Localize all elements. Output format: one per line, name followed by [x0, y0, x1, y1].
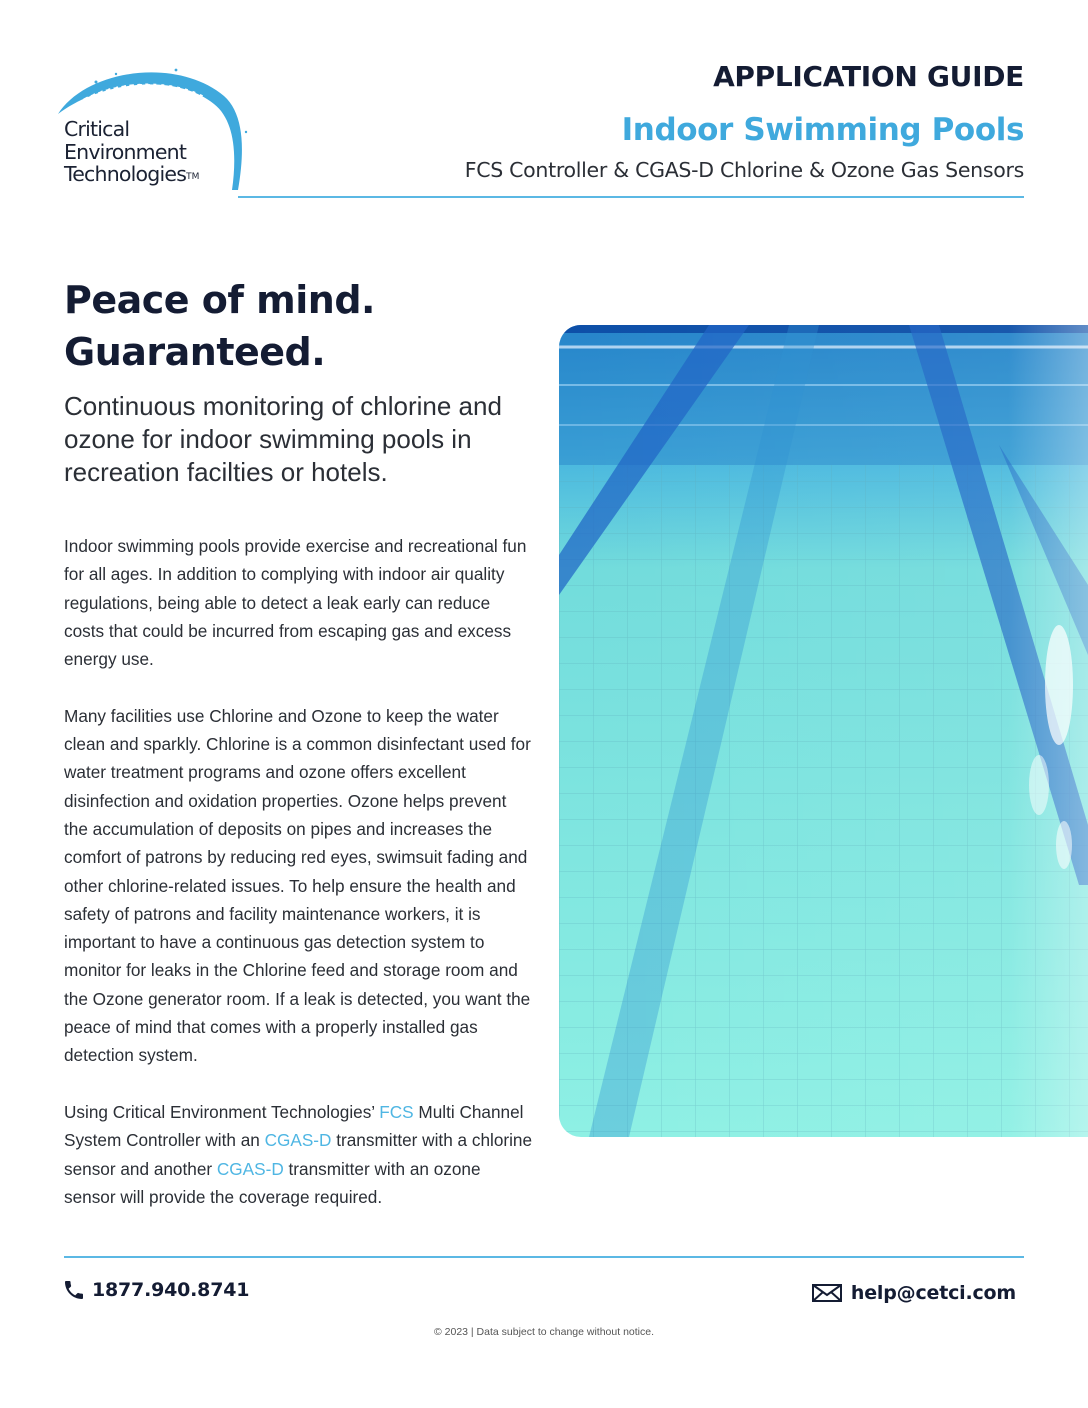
- pool-photo: [559, 325, 1088, 1137]
- logo-trademark: TM: [186, 172, 200, 182]
- pool-photo-illustration: [559, 325, 1088, 1137]
- email-address: help@cetci.com: [850, 1282, 1016, 1304]
- headline-line-1: Peace of mind.: [64, 278, 375, 322]
- footer-divider: [64, 1256, 1024, 1258]
- body-text-run: transmitter with a chlorine sensor and another: [64, 1130, 533, 1179]
- copyright-notice: © 2023 | Data subject to change without notice.: [433, 1326, 655, 1338]
- logo-wordmark: [64, 118, 199, 189]
- body-text: [64, 532, 534, 1239]
- logo-line-2: Environment: [64, 139, 187, 164]
- fcs-link[interactable]: FCS: [379, 1101, 414, 1122]
- header-divider: [238, 196, 1024, 198]
- document-title: Indoor Swimming Pools: [621, 112, 1024, 148]
- logo-line-3: Technologies: [64, 162, 187, 186]
- phone-icon: [62, 1278, 86, 1302]
- email-contact[interactable]: [812, 1279, 1016, 1307]
- body-text-run: Using Critical Environment Technologies’: [64, 1101, 380, 1122]
- phone-number: 1877.940.8741: [92, 1279, 250, 1301]
- lead-paragraph: Continuous monitoring of chlorine and ozone for indoor swimming pools in recreation facilties or hotels.: [64, 391, 502, 487]
- body-paragraph-3: [64, 1098, 534, 1211]
- headline-line-2: Guaranteed.: [64, 330, 326, 374]
- phone-contact[interactable]: [62, 1276, 249, 1304]
- document-subtitle: FCS Controller & CGAS-D Chlorine & Ozone Gas Sensors: [464, 158, 1024, 182]
- cgas-d-link[interactable]: CGAS-D: [264, 1130, 332, 1151]
- logo-line-1: Critical: [64, 117, 130, 141]
- document-type: APPLICATION GUIDE: [713, 60, 1024, 93]
- body-text-run: transmitter with an ozone sensor will provide the coverage required.: [64, 1158, 481, 1207]
- body-paragraph-2: Many facilities use Chlorine and Ozone to keep the water clean and sparkly. Chlorine is a common disinfectant used for water treatment programs and ozone offers excellent disinfection and oxidation properties. Ozone helps prevent the accumulation of deposits on pipes and increases the comfort of patrons by reducing red eyes, swimsuit fading and other chlorine-related issues. To help ensure the health and safety of patrons and facility maintenance workers, it is important to have a continuous gas detection system to monitor for leaks in the Chlorine feed and storage room and the Ozone generator room. If a leak is detected, you want the peace of mind that comes with a properly installed gas detection system.: [64, 705, 531, 1066]
- envelope-icon: [812, 1284, 842, 1302]
- body-text-run: Multi Channel System Controller with an: [64, 1101, 524, 1151]
- body-paragraph-1: Indoor swimming pools provide exercise and recreational fun for all ages. In addition to complying with indoor air quality regulations, being able to detect a leak early can reduce costs that could be incurred from escaping gas and excess energy use.: [64, 536, 527, 670]
- company-logo: [56, 62, 256, 202]
- cgas-d-link-2[interactable]: CGAS-D: [216, 1158, 284, 1179]
- headline: [64, 274, 375, 378]
